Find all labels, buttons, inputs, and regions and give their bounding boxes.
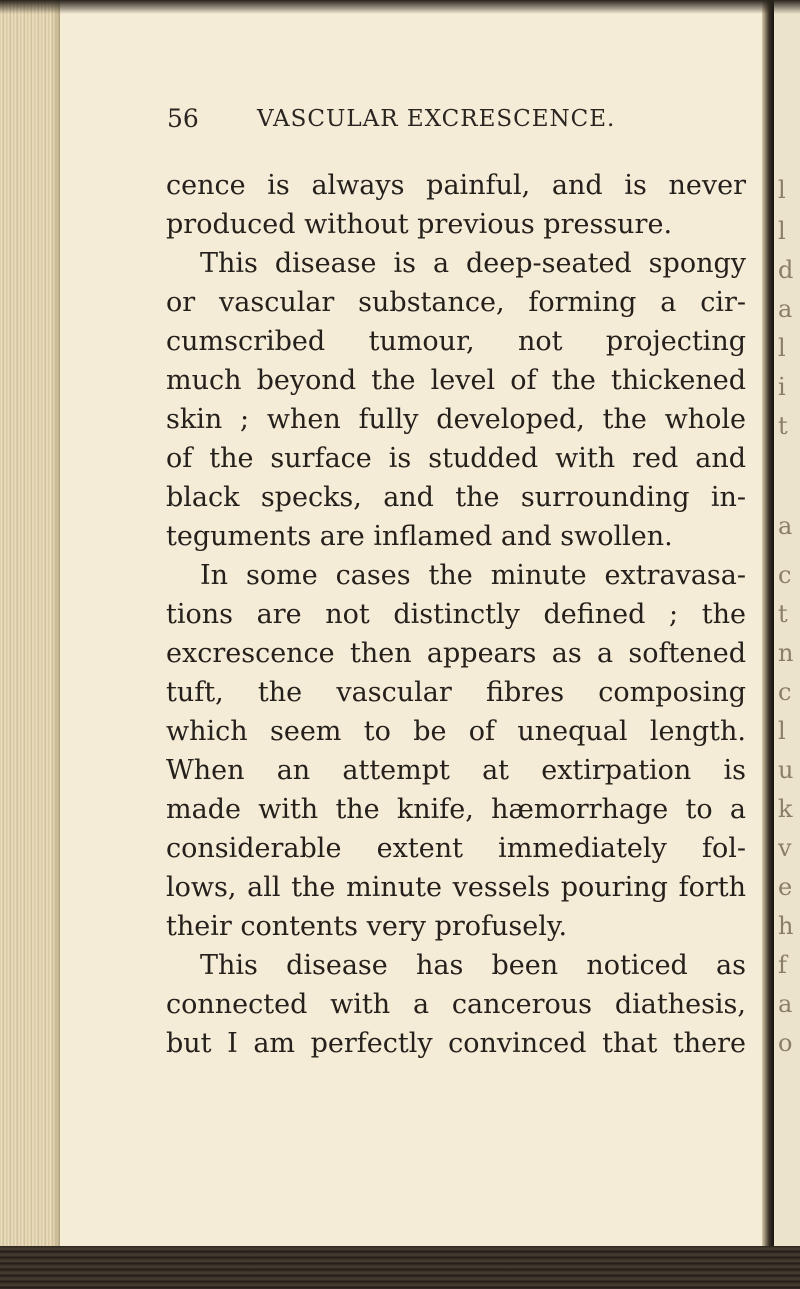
text-line: skin ; when fully developed, the whole	[166, 404, 746, 435]
text-line: This disease is a deep-seated spongy	[200, 248, 746, 279]
facing-page-fragment: k	[778, 797, 793, 821]
facing-page-fragment: d	[778, 258, 794, 282]
text-line: cence is always painful, and is never	[166, 170, 746, 201]
text-line: produced without previous pressure.	[166, 209, 673, 240]
page-edges-bottom	[0, 1246, 800, 1289]
facing-page-fragment: l	[778, 178, 786, 202]
page-number: 56	[167, 104, 199, 133]
facing-page-fragment: c	[778, 680, 792, 704]
facing-page-fragment: l	[778, 336, 786, 360]
text-line: black specks, and the surrounding in-	[166, 482, 746, 513]
facing-page-fragment: l	[778, 219, 786, 243]
text-line: connected with a cancerous diathesis,	[166, 989, 746, 1020]
running-header	[167, 104, 687, 138]
running-title: VASCULAR EXCRESCENCE.	[257, 106, 616, 132]
facing-page-fragment: e	[778, 875, 793, 899]
facing-page-fragment: a	[778, 514, 793, 538]
facing-page-fragment: l	[778, 719, 786, 743]
text-line: lows, all the minute vessels pouring forth	[166, 872, 746, 903]
facing-page-fragment: a	[778, 992, 793, 1016]
text-line: excrescence then appears as a softened	[166, 638, 746, 669]
facing-page-fragment: t	[778, 414, 788, 438]
text-line: teguments are inflamed and swollen.	[166, 521, 673, 552]
text-line: much beyond the level of the thickened	[166, 365, 746, 396]
text-line: of the surface is studded with red and	[166, 443, 746, 474]
facing-page-fragment: v	[778, 836, 792, 860]
text-line: tions are not distinctly defined ; the	[166, 599, 746, 630]
text-line: tuft, the vascular fibres composing	[166, 677, 746, 708]
text-line: made with the knife, hæmorrhage to a	[166, 794, 746, 825]
page-edges-left	[0, 0, 60, 1289]
text-line: their contents very profusely.	[166, 911, 568, 942]
facing-page-fragment: n	[778, 641, 794, 665]
book-gutter	[762, 0, 774, 1289]
body-text	[166, 166, 746, 1063]
facing-page-fragment: i	[778, 375, 786, 399]
facing-page-fragment: t	[778, 602, 788, 626]
facing-page-fragment: u	[778, 758, 794, 782]
text-line: but I am perfectly convinced that there	[166, 1028, 746, 1059]
top-shadow	[0, 0, 800, 14]
text-line: When an attempt at extirpation is	[166, 755, 746, 786]
facing-page-fragment: c	[778, 563, 792, 587]
facing-page-fragment: a	[778, 297, 793, 321]
text-line: This disease has been noticed as	[200, 950, 746, 981]
text-line: considerable extent immediately fol-	[166, 833, 746, 864]
text-line: or vascular substance, forming a cir-	[166, 287, 746, 318]
text-line: cumscribed tumour, not projecting	[166, 326, 746, 357]
facing-page-fragment: f	[778, 953, 787, 977]
text-line: In some cases the minute extravasa-	[200, 560, 746, 591]
facing-page-fragment: h	[778, 914, 794, 938]
facing-page-fragment: o	[778, 1031, 793, 1055]
text-line: which seem to be of unequal length.	[166, 716, 746, 747]
